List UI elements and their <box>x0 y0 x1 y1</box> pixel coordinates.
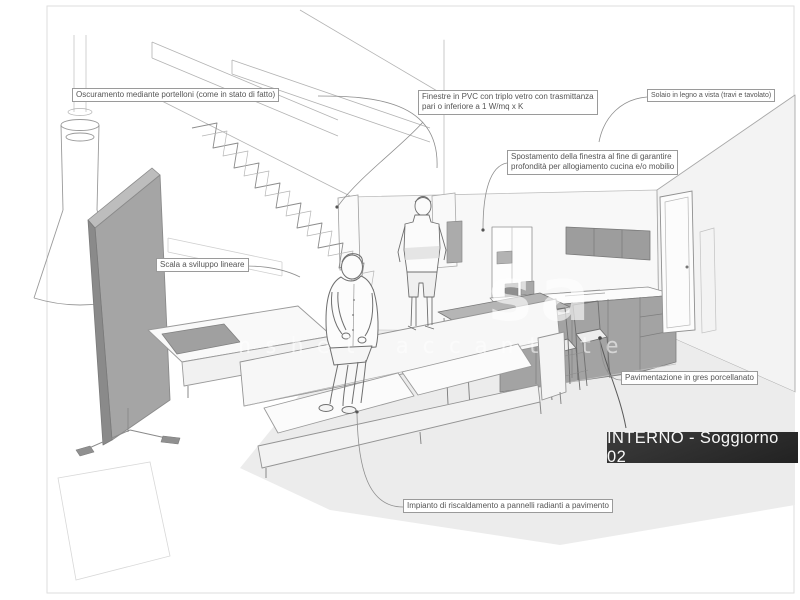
annotation-spostamento-line1: Spostamento della finestra al fine di garantire <box>511 152 672 161</box>
annotation-finestre-line1: Finestre in PVC con triplo vetro con trasmittanza <box>422 92 594 101</box>
annotation-finestre <box>418 90 598 115</box>
annotation-solaio: Solaio in legno a vista (travi e tavolato) <box>647 89 775 102</box>
annotation-pavimentazione: Pavimentazione in gres porcellanato <box>621 371 758 385</box>
door-handle <box>686 266 689 269</box>
annotation-impianto: Impianto di riscaldamento a pannelli radianti a pavimento <box>403 499 613 513</box>
annotation-spostamento <box>507 150 678 175</box>
ceiling-beams <box>150 10 444 196</box>
annotation-scala: Scala a sviluppo lineare <box>156 258 249 272</box>
side-table <box>58 462 170 580</box>
leader-finestre <box>338 122 423 206</box>
annotation-spostamento-line2: profondità per allogiamento cucina e/o mobilio <box>511 162 675 172</box>
annotation-finestre-line2: pari o inferiore a 1 W/mq x K <box>422 102 524 112</box>
watermark-big: sa <box>488 252 598 338</box>
leader-solaio <box>599 97 647 142</box>
title-plate: INTERNO - Soggiorno 02 <box>607 432 798 463</box>
annotation-oscuramento: Oscuramento mediante portelloni (come in stato di fatto) <box>72 88 279 102</box>
leader-scala <box>246 266 300 277</box>
watermark-small: nshel accant te <box>238 334 632 359</box>
tv-panel <box>76 168 180 456</box>
